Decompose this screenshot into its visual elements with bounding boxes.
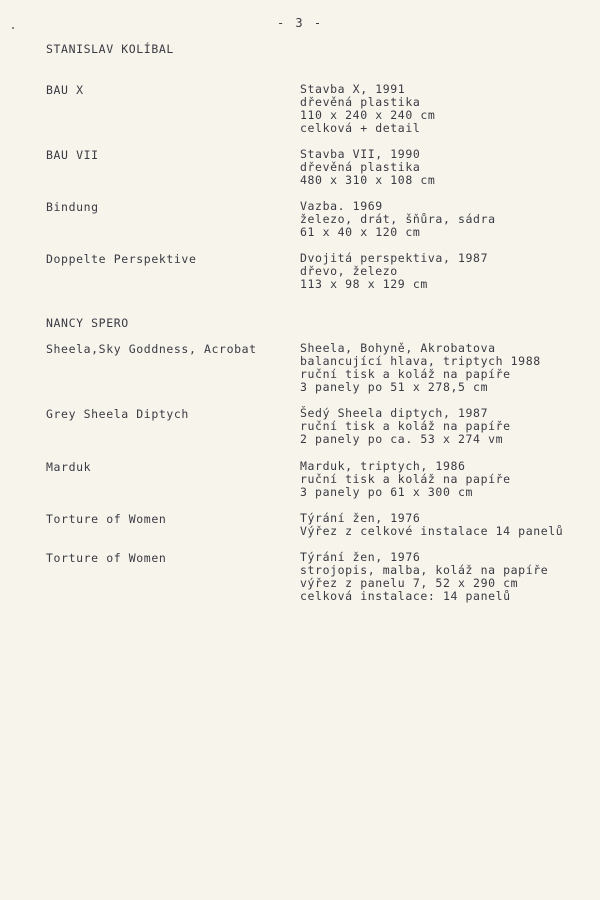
description-line: 3 panely po 61 x 300 cm	[300, 485, 474, 499]
description-line: Marduk, triptych, 1986	[300, 459, 466, 473]
work-description	[300, 512, 563, 538]
work-description	[300, 551, 548, 603]
description-line: železo, drát, šňůra, sádra	[300, 212, 496, 226]
description-line: 480 x 310 x 108 cm	[300, 173, 436, 187]
description-line: Sheela, Bohyně, Akrobatova	[300, 341, 496, 355]
description-line: celková instalace: 14 panelů	[300, 589, 511, 603]
description-line: celková + detail	[300, 121, 421, 135]
work-title: BAU VII	[46, 148, 99, 162]
description-line: Vazba. 1969	[300, 199, 383, 213]
work-description	[300, 200, 496, 239]
work-title: Sheela,Sky Goddness, Acrobat	[46, 342, 257, 356]
page-number: - 3 -	[276, 16, 324, 30]
work-title: BAU X	[46, 83, 84, 97]
description-line: ruční tisk a koláž na papíře	[300, 472, 511, 486]
description-line: 61 x 40 x 120 cm	[300, 225, 421, 239]
description-line: Dvojitá perspektiva, 1987	[300, 251, 489, 265]
description-line: Šedý Sheela diptych, 1987	[300, 406, 489, 420]
artist-heading: NANCY SPERO	[46, 316, 129, 330]
description-line: balancující hlava, triptych 1988	[300, 354, 541, 368]
description-line: ruční tisk a koláž na papíře	[300, 367, 511, 381]
description-line: 3 panely po 51 x 278,5 cm	[300, 380, 489, 394]
description-line: dřevěná plastika	[300, 95, 421, 109]
description-line: strojopis, malba, koláž na papíře	[300, 563, 549, 577]
work-description	[300, 252, 488, 291]
description-line: 113 x 98 x 129 cm	[300, 277, 428, 291]
description-line: výřez z panelu 7, 52 x 290 cm	[300, 576, 519, 590]
artist-heading: STANISLAV KOLÍBAL	[46, 42, 174, 56]
work-title: Torture of Women	[46, 512, 167, 526]
work-title: Grey Sheela Diptych	[46, 407, 189, 421]
description-line: Stavba X, 1991	[300, 82, 406, 96]
work-title: Torture of Women	[46, 551, 167, 565]
description-line: 2 panely po ca. 53 x 274 vm	[300, 432, 504, 446]
work-title: Bindung	[46, 200, 99, 214]
description-line: 110 x 240 x 240 cm	[300, 108, 436, 122]
description-line: dřevěná plastika	[300, 160, 421, 174]
work-description	[300, 83, 435, 135]
description-line: dřevo, železo	[300, 264, 398, 278]
work-description	[300, 342, 541, 394]
work-title: Doppelte Perspektive	[46, 252, 197, 266]
description-line: Stavba VII, 1990	[300, 147, 421, 161]
description-line: Výřez z celkové instalace 14 panelů	[300, 524, 564, 538]
work-description	[300, 148, 435, 187]
work-description	[300, 407, 511, 446]
work-description	[300, 460, 511, 499]
description-line: Týrání žen, 1976	[300, 511, 421, 525]
work-title: Marduk	[46, 460, 92, 474]
description-line: ruční tisk a koláž na papíře	[300, 419, 511, 433]
description-line: Týrání žen, 1976	[300, 550, 421, 564]
